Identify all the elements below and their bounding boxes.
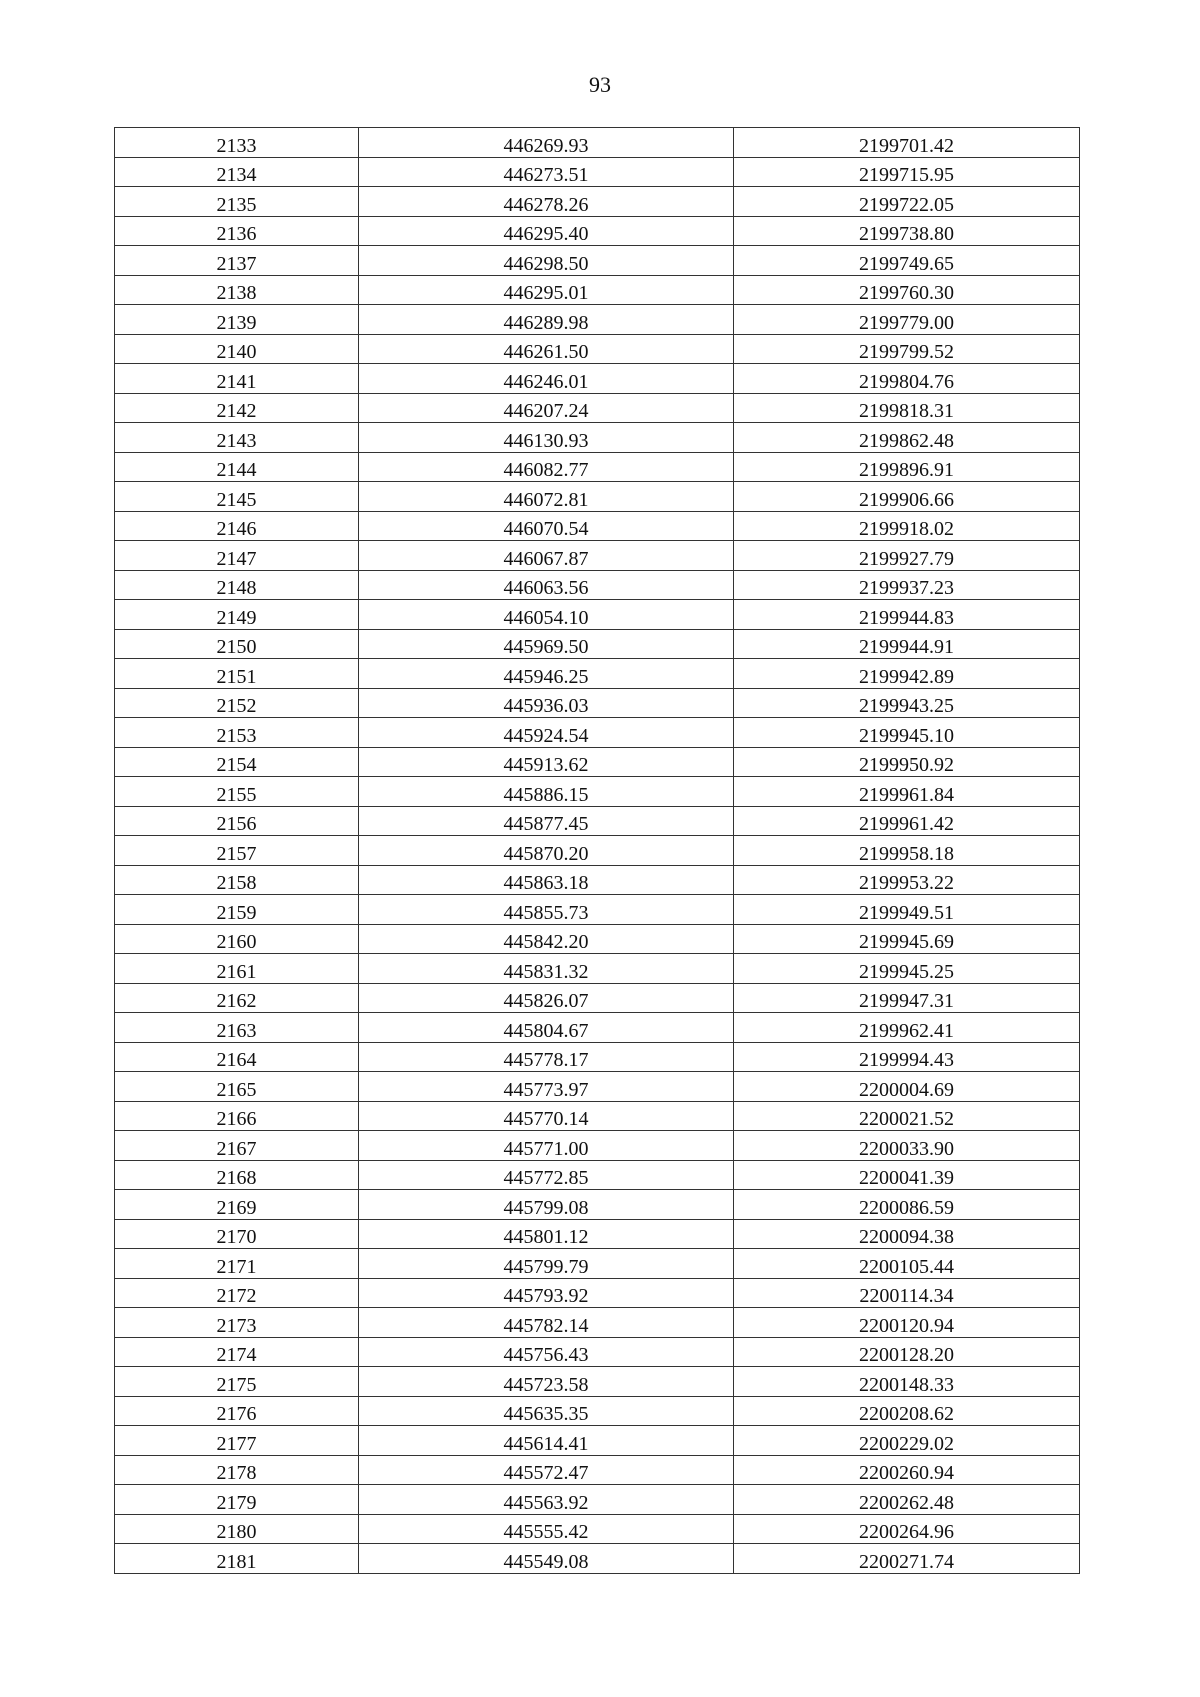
y-coordinate-cell: 2199937.23 [734,570,1080,600]
y-coordinate-cell: 2199947.31 [734,983,1080,1013]
table-row [115,1072,1080,1102]
y-coordinate-cell: 2199896.91 [734,452,1080,482]
y-coordinate-cell: 2200260.94 [734,1455,1080,1485]
table-row [115,570,1080,600]
y-coordinate-cell: 2200033.90 [734,1131,1080,1161]
y-coordinate-cell: 2200229.02 [734,1426,1080,1456]
table-row [115,954,1080,984]
x-coordinate-cell: 446273.51 [359,157,734,187]
table-row [115,275,1080,305]
table-row [115,777,1080,807]
x-coordinate-cell: 445549.08 [359,1544,734,1574]
point-number-cell: 2147 [115,541,359,571]
y-coordinate-cell: 2199945.69 [734,924,1080,954]
table-row [115,1337,1080,1367]
table-row [115,1219,1080,1249]
table-row [115,305,1080,335]
x-coordinate-cell: 445969.50 [359,629,734,659]
table-row [115,1514,1080,1544]
point-number-cell: 2149 [115,600,359,630]
point-number-cell: 2153 [115,718,359,748]
table-row [115,423,1080,453]
table-row [115,1278,1080,1308]
point-number-cell: 2179 [115,1485,359,1515]
x-coordinate-cell: 446063.56 [359,570,734,600]
point-number-cell: 2145 [115,482,359,512]
y-coordinate-cell: 2199760.30 [734,275,1080,305]
point-number-cell: 2143 [115,423,359,453]
point-number-cell: 2142 [115,393,359,423]
point-number-cell: 2146 [115,511,359,541]
x-coordinate-cell: 445773.97 [359,1072,734,1102]
coordinate-table-body [115,128,1080,1574]
y-coordinate-cell: 2199950.92 [734,747,1080,777]
point-number-cell: 2138 [115,275,359,305]
x-coordinate-cell: 445555.42 [359,1514,734,1544]
y-coordinate-cell: 2199818.31 [734,393,1080,423]
point-number-cell: 2161 [115,954,359,984]
x-coordinate-cell: 445771.00 [359,1131,734,1161]
y-coordinate-cell: 2199942.89 [734,659,1080,689]
x-coordinate-cell: 445614.41 [359,1426,734,1456]
y-coordinate-cell: 2200004.69 [734,1072,1080,1102]
point-number-cell: 2156 [115,806,359,836]
table-row [115,1426,1080,1456]
x-coordinate-cell: 446130.93 [359,423,734,453]
y-coordinate-cell: 2199945.10 [734,718,1080,748]
table-row [115,511,1080,541]
point-number-cell: 2175 [115,1367,359,1397]
table-row [115,806,1080,836]
y-coordinate-cell: 2199738.80 [734,216,1080,246]
y-coordinate-cell: 2200271.74 [734,1544,1080,1574]
x-coordinate-cell: 446289.98 [359,305,734,335]
table-row [115,1160,1080,1190]
x-coordinate-cell: 445870.20 [359,836,734,866]
y-coordinate-cell: 2200105.44 [734,1249,1080,1279]
y-coordinate-cell: 2200114.34 [734,1278,1080,1308]
y-coordinate-cell: 2200041.39 [734,1160,1080,1190]
y-coordinate-cell: 2199779.00 [734,305,1080,335]
y-coordinate-cell: 2199749.65 [734,246,1080,276]
y-coordinate-cell: 2199953.22 [734,865,1080,895]
x-coordinate-cell: 446082.77 [359,452,734,482]
point-number-cell: 2144 [115,452,359,482]
table-row [115,1190,1080,1220]
y-coordinate-cell: 2199701.42 [734,128,1080,158]
x-coordinate-cell: 446070.54 [359,511,734,541]
table-row [115,1042,1080,1072]
point-number-cell: 2158 [115,865,359,895]
x-coordinate-cell: 446295.01 [359,275,734,305]
point-number-cell: 2136 [115,216,359,246]
y-coordinate-cell: 2200264.96 [734,1514,1080,1544]
x-coordinate-cell: 446207.24 [359,393,734,423]
x-coordinate-cell: 445831.32 [359,954,734,984]
x-coordinate-cell: 446067.87 [359,541,734,571]
x-coordinate-cell: 446261.50 [359,334,734,364]
table-row [115,1455,1080,1485]
point-number-cell: 2151 [115,659,359,689]
table-row [115,629,1080,659]
x-coordinate-cell: 446278.26 [359,187,734,217]
table-row [115,895,1080,925]
table-row [115,541,1080,571]
y-coordinate-cell: 2199944.91 [734,629,1080,659]
x-coordinate-cell: 446072.81 [359,482,734,512]
table-row [115,924,1080,954]
y-coordinate-cell: 2199958.18 [734,836,1080,866]
point-number-cell: 2164 [115,1042,359,1072]
x-coordinate-cell: 445877.45 [359,806,734,836]
y-coordinate-cell: 2200128.20 [734,1337,1080,1367]
y-coordinate-cell: 2199927.79 [734,541,1080,571]
y-coordinate-cell: 2200262.48 [734,1485,1080,1515]
x-coordinate-cell: 445855.73 [359,895,734,925]
point-number-cell: 2181 [115,1544,359,1574]
table-row [115,659,1080,689]
x-coordinate-cell: 445782.14 [359,1308,734,1338]
y-coordinate-cell: 2200208.62 [734,1396,1080,1426]
table-row [115,452,1080,482]
point-number-cell: 2162 [115,983,359,1013]
point-number-cell: 2148 [115,570,359,600]
x-coordinate-cell: 446298.50 [359,246,734,276]
y-coordinate-cell: 2199962.41 [734,1013,1080,1043]
y-coordinate-cell: 2199906.66 [734,482,1080,512]
x-coordinate-cell: 445778.17 [359,1042,734,1072]
table-row [115,1308,1080,1338]
y-coordinate-cell: 2199804.76 [734,364,1080,394]
point-number-cell: 2155 [115,777,359,807]
x-coordinate-cell: 446269.93 [359,128,734,158]
point-number-cell: 2180 [115,1514,359,1544]
y-coordinate-cell: 2199918.02 [734,511,1080,541]
page-number: 93 [589,72,611,97]
point-number-cell: 2178 [115,1455,359,1485]
x-coordinate-cell: 446246.01 [359,364,734,394]
table-row [115,747,1080,777]
y-coordinate-cell: 2199715.95 [734,157,1080,187]
table-row [115,216,1080,246]
point-number-cell: 2173 [115,1308,359,1338]
table-row [115,128,1080,158]
x-coordinate-cell: 445635.35 [359,1396,734,1426]
x-coordinate-cell: 445826.07 [359,983,734,1013]
point-number-cell: 2137 [115,246,359,276]
point-number-cell: 2140 [115,334,359,364]
table-row [115,187,1080,217]
x-coordinate-cell: 445946.25 [359,659,734,689]
table-row [115,1249,1080,1279]
y-coordinate-cell: 2199945.25 [734,954,1080,984]
table-row [115,865,1080,895]
point-number-cell: 2152 [115,688,359,718]
table-row [115,1367,1080,1397]
y-coordinate-cell: 2199961.42 [734,806,1080,836]
point-number-cell: 2168 [115,1160,359,1190]
point-number-cell: 2165 [115,1072,359,1102]
x-coordinate-cell: 446295.40 [359,216,734,246]
table-row [115,836,1080,866]
x-coordinate-cell: 445804.67 [359,1013,734,1043]
table-row [115,334,1080,364]
table-row [115,983,1080,1013]
point-number-cell: 2159 [115,895,359,925]
table-row [115,393,1080,423]
point-number-cell: 2134 [115,157,359,187]
table-row [115,1396,1080,1426]
table-row [115,482,1080,512]
table-row [115,1101,1080,1131]
y-coordinate-cell: 2199862.48 [734,423,1080,453]
table-row [115,600,1080,630]
y-coordinate-cell: 2199949.51 [734,895,1080,925]
y-coordinate-cell: 2199944.83 [734,600,1080,630]
table-row [115,1544,1080,1574]
point-number-cell: 2141 [115,364,359,394]
x-coordinate-cell: 445563.92 [359,1485,734,1515]
x-coordinate-cell: 445842.20 [359,924,734,954]
y-coordinate-cell: 2199722.05 [734,187,1080,217]
point-number-cell: 2160 [115,924,359,954]
point-number-cell: 2150 [115,629,359,659]
point-number-cell: 2133 [115,128,359,158]
point-number-cell: 2172 [115,1278,359,1308]
x-coordinate-cell: 445863.18 [359,865,734,895]
point-number-cell: 2154 [115,747,359,777]
point-number-cell: 2171 [115,1249,359,1279]
table-row [115,688,1080,718]
point-number-cell: 2174 [115,1337,359,1367]
y-coordinate-cell: 2199994.43 [734,1042,1080,1072]
x-coordinate-cell: 445886.15 [359,777,734,807]
table-row [115,246,1080,276]
x-coordinate-cell: 445799.79 [359,1249,734,1279]
y-coordinate-cell: 2199961.84 [734,777,1080,807]
x-coordinate-cell: 445572.47 [359,1455,734,1485]
table-row [115,364,1080,394]
point-number-cell: 2167 [115,1131,359,1161]
x-coordinate-cell: 445801.12 [359,1219,734,1249]
point-number-cell: 2170 [115,1219,359,1249]
x-coordinate-cell: 445936.03 [359,688,734,718]
y-coordinate-cell: 2199943.25 [734,688,1080,718]
coordinate-table [114,127,1080,1574]
x-coordinate-cell: 445913.62 [359,747,734,777]
y-coordinate-cell: 2200120.94 [734,1308,1080,1338]
point-number-cell: 2177 [115,1426,359,1456]
point-number-cell: 2163 [115,1013,359,1043]
table-row [115,1485,1080,1515]
point-number-cell: 2176 [115,1396,359,1426]
x-coordinate-cell: 445723.58 [359,1367,734,1397]
point-number-cell: 2169 [115,1190,359,1220]
y-coordinate-cell: 2200148.33 [734,1367,1080,1397]
y-coordinate-cell: 2200086.59 [734,1190,1080,1220]
table-row [115,718,1080,748]
y-coordinate-cell: 2200094.38 [734,1219,1080,1249]
y-coordinate-cell: 2199799.52 [734,334,1080,364]
point-number-cell: 2166 [115,1101,359,1131]
x-coordinate-cell: 445799.08 [359,1190,734,1220]
table-row [115,157,1080,187]
x-coordinate-cell: 445924.54 [359,718,734,748]
point-number-cell: 2157 [115,836,359,866]
x-coordinate-cell: 445756.43 [359,1337,734,1367]
table-row [115,1013,1080,1043]
y-coordinate-cell: 2200021.52 [734,1101,1080,1131]
x-coordinate-cell: 446054.10 [359,600,734,630]
point-number-cell: 2135 [115,187,359,217]
x-coordinate-cell: 445793.92 [359,1278,734,1308]
table-row [115,1131,1080,1161]
point-number-cell: 2139 [115,305,359,335]
x-coordinate-cell: 445770.14 [359,1101,734,1131]
x-coordinate-cell: 445772.85 [359,1160,734,1190]
